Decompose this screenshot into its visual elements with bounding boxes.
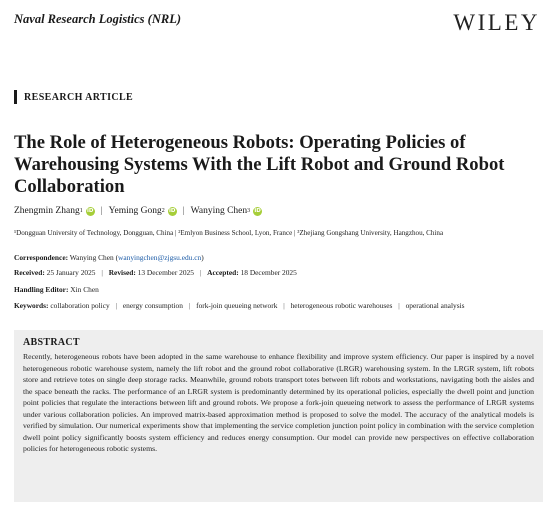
handling-editor xyxy=(14,285,99,294)
correspondence-close: ) xyxy=(201,253,204,262)
correspondence-email-link[interactable]: wanyingchen@zjgsu.edu.cn xyxy=(118,253,202,262)
keywords xyxy=(14,301,465,310)
keyword-separator: | xyxy=(283,301,285,310)
author-name[interactable]: Zhengmin Zhang xyxy=(14,206,80,216)
keyword-separator: | xyxy=(115,301,118,310)
revised-date: 13 December 2025 xyxy=(137,268,194,277)
journal-name: Naval Research Logistics (NRL) xyxy=(14,12,181,26)
author-affiliation-mark: 1 xyxy=(79,208,83,214)
keyword[interactable]: fork-join queueing network xyxy=(196,301,278,310)
keywords-label: Keywords: xyxy=(14,301,49,310)
abstract-heading: ABSTRACT xyxy=(23,337,80,348)
handling-editor-label: Handling Editor: xyxy=(14,285,69,294)
correspondence xyxy=(14,253,204,262)
orcid-icon[interactable]: iD xyxy=(169,207,176,214)
keyword[interactable]: heterogeneous robotic warehouses xyxy=(290,301,393,310)
author-list xyxy=(14,206,262,216)
handling-editor-name: Xin Chen xyxy=(70,285,99,294)
keyword[interactable]: operational analysis xyxy=(405,301,465,310)
article-type-bar xyxy=(14,90,17,104)
correspondence-label: Correspondence: xyxy=(14,253,69,262)
article-title: The Role of Heterogeneous Robots: Operating Policies of Warehousing Systems With the Lift Robot and Ground Robot Collaboration xyxy=(14,132,505,197)
received-label: Received: xyxy=(14,268,45,277)
author-separator: | xyxy=(100,206,103,216)
author-affiliation-mark: 3 xyxy=(247,208,251,214)
date-separator: | xyxy=(101,268,103,277)
author-name[interactable]: Yeming Gong xyxy=(108,206,162,216)
revised-label: Revised: xyxy=(108,268,136,277)
author-name[interactable]: Wanying Chen xyxy=(190,206,248,216)
affiliations: ¹Dongguan University of Technology, Dongguan, China | ²Emlyon Business School, Lyon, France | ³Zhejiang Gongshang University, Hangzhou, China xyxy=(14,229,444,237)
author-separator: | xyxy=(182,206,185,216)
article-type xyxy=(14,90,133,104)
article-dates xyxy=(14,268,297,277)
orcid-icon[interactable]: iD xyxy=(254,207,261,214)
article-type-label: RESEARCH ARTICLE xyxy=(24,91,134,103)
keyword-separator: | xyxy=(188,301,191,310)
date-separator: | xyxy=(199,268,202,277)
accepted-date: 18 December 2025 xyxy=(240,268,297,277)
received-date: 25 January 2025 xyxy=(46,268,96,277)
orcid-icon[interactable]: iD xyxy=(86,207,94,214)
keyword-separator: | xyxy=(398,301,400,310)
accepted-label: Accepted: xyxy=(207,268,239,277)
abstract-text: Recently, heterogeneous robots have been adopted in the same warehouse to enhance flexibility and improve system efficiency. Our paper is inspired by a novel heterogeneous robotic warehouse system, namely the lift robot and the ground robot collaborative (LRGR) warehousing system. In the LRGR system, lift robots store and retrieve totes on single deep storage racks. Meanwhile, ground robots transport totes between lift robots and workstations, navigating both the aisles and the space beneath the racks. The performance of an LRGR system is predominantly determined by its operational policies, especially the dwell point and junction point policies that regulate the interactions between lift and ground robots. We propose a fork-join queueing network to assess the performance of LRGR systems under various collaboration policies. An improved matrix-based approximation method is proposed to solve the model. The accuracy of the analytical models is verified by simulation. Our numerical experiments show that implementing the service completion junction point policy in combination with the service completion dwell point policy significantly boosts system efficiency and reduces energy consumption. Our model can provide new perspectives on effective collaboration policies for heterogeneous robotic systems. xyxy=(23,352,534,454)
author-affiliation-mark: 2 xyxy=(161,208,165,214)
correspondence-name: Wanying Chen ( xyxy=(69,253,119,262)
keyword[interactable]: energy consumption xyxy=(122,301,183,310)
abstract-box xyxy=(14,330,543,502)
publisher-logo: WILEY xyxy=(453,10,540,35)
keyword[interactable]: collaboration policy xyxy=(50,301,110,310)
